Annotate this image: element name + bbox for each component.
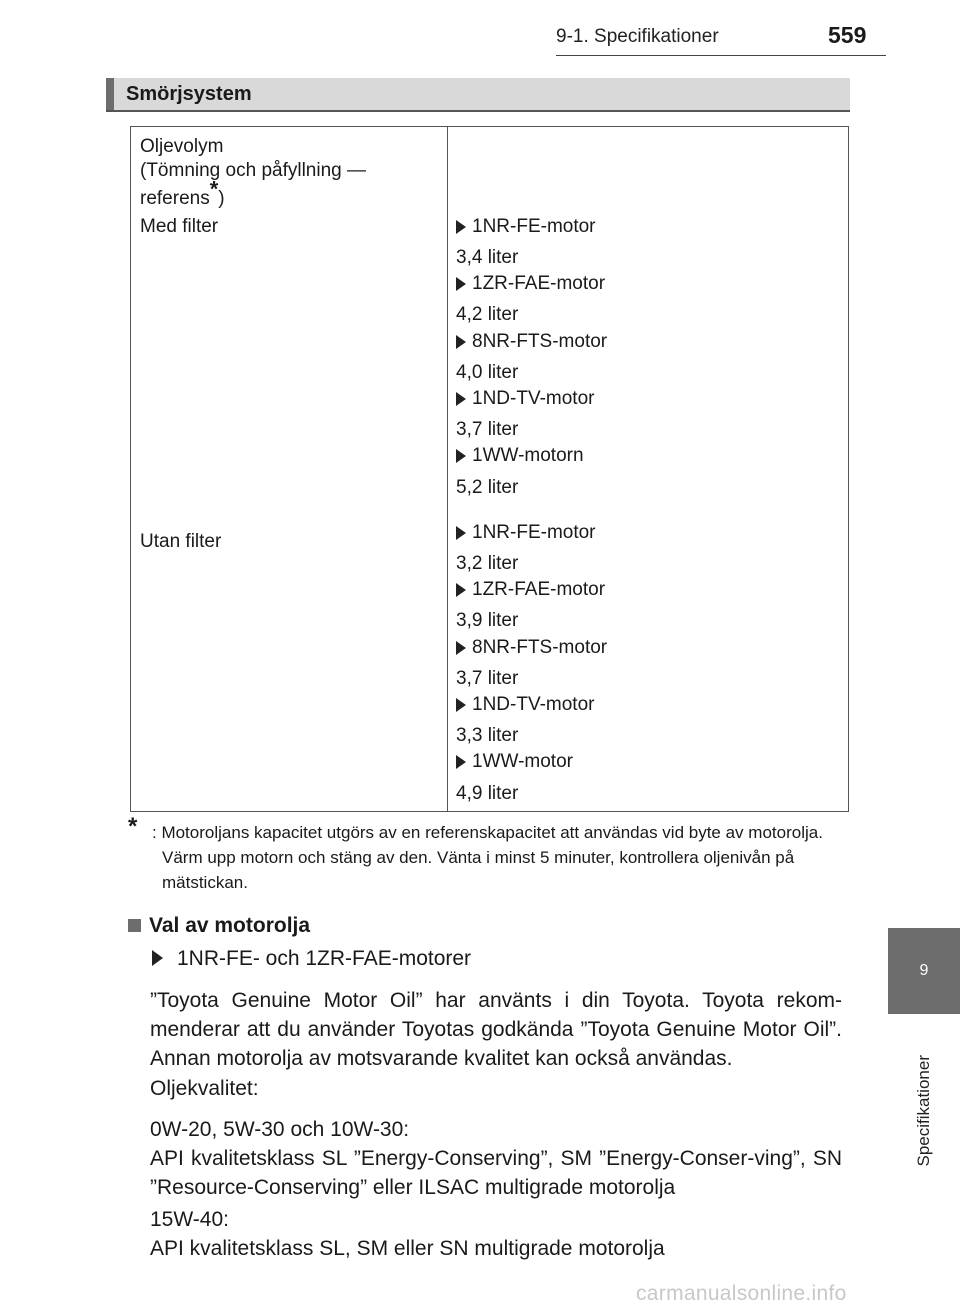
engine-without-1: 1NR-FE-motor xyxy=(472,522,596,543)
grade2-label: 15W-40: xyxy=(150,1208,229,1231)
bullet-triangle-icon xyxy=(456,392,466,406)
bullet-triangle-icon xyxy=(456,641,466,655)
bullet-triangle-icon xyxy=(456,220,466,234)
engine-with-3: 8NR-FTS-motor xyxy=(472,331,608,352)
volume-without-5: 4,9 liter xyxy=(456,783,519,804)
section-accent xyxy=(106,78,114,110)
chapter-title: Specifikationer xyxy=(914,1055,933,1167)
subsection-title: Val av motorolja xyxy=(149,914,311,937)
bullet-triangle-icon xyxy=(456,335,466,349)
footnote xyxy=(128,813,850,895)
bullet-triangle-icon xyxy=(456,526,466,540)
subsection-heading xyxy=(128,914,310,938)
bullet-triangle-icon xyxy=(456,698,466,712)
bullet-triangle-icon xyxy=(456,755,466,769)
oil-paragraph: ”Toyota Genuine Motor Oil” har använts i din Toyota. Toyota rekom-menderar att du använder Toyotas godkända ”Toyota Genuine Motor Oil”. Annan motorolja av motsvarande kvalitet kan också användas. xyxy=(150,989,842,1070)
label-oil-volume: Oljevolym xyxy=(140,136,224,157)
volume-with-3: 4,0 liter xyxy=(456,362,519,383)
volume-without-4: 3,3 liter xyxy=(456,725,519,746)
footnote-marker: * xyxy=(128,813,138,840)
engine-with-2: 1ZR-FAE-motor xyxy=(472,273,606,294)
volume-without-2: 3,9 liter xyxy=(456,610,519,631)
chapter-number: 9 xyxy=(919,962,929,979)
grade1-text: API kvalitetsklass SL ”Energy-Conserving”, SM ”Energy-Conser-ving”, SN ”Resource-Conserving” eller ILSAC multigrade motorolja xyxy=(150,1147,842,1199)
engine-without-2: 1ZR-FAE-motor xyxy=(472,579,606,600)
volume-with-5: 5,2 liter xyxy=(456,477,519,498)
chapter-tab-label xyxy=(888,1016,960,1206)
oil-volume-table xyxy=(130,126,849,812)
label-without-filter: Utan filter xyxy=(140,531,222,552)
label-drain-refill: (Tömning och påfyllning — xyxy=(140,160,366,181)
section-title: Smörjsystem xyxy=(126,83,252,105)
running-header: 9-1. Specifikationer xyxy=(556,26,719,47)
oil-quality-label: Oljekvalitet: xyxy=(150,1077,259,1100)
bullet-triangle-icon xyxy=(456,277,466,291)
engine-without-4: 1ND-TV-motor xyxy=(472,694,595,715)
engine-with-1: 1NR-FE-motor xyxy=(472,216,596,237)
volume-without-3: 3,7 liter xyxy=(456,668,519,689)
label-with-filter: Med filter xyxy=(140,216,219,237)
grade1-label: 0W-20, 5W-30 och 10W-30: xyxy=(150,1118,410,1141)
label-reference: referens*) xyxy=(140,176,225,209)
bullet-triangle-icon xyxy=(456,583,466,597)
engine-with-4: 1ND-TV-motor xyxy=(472,388,595,409)
page-number: 559 xyxy=(828,22,867,48)
square-bullet-icon xyxy=(128,919,141,932)
watermark: carmanualsonline.info xyxy=(636,1282,847,1305)
volume-with-2: 4,2 liter xyxy=(456,304,519,325)
volume-with-1: 3,4 liter xyxy=(456,247,519,268)
header-rule xyxy=(556,55,886,56)
column-divider xyxy=(447,127,448,811)
footnote-text: : Motoroljans kapacitet utgörs av en referenskapacitet att användas vid byte av motorolja. Värm upp motorn och stäng av den. Vänta i minst 5 minuter, kontrollera oljenivån på mätstickan. xyxy=(152,823,823,892)
engine-bullet-text: 1NR-FE- och 1ZR-FAE-motorer xyxy=(177,947,472,970)
engine-without-3: 8NR-FTS-motor xyxy=(472,637,608,658)
volume-without-1: 3,2 liter xyxy=(456,553,519,574)
reference-star: * xyxy=(209,176,219,202)
engine-with-5: 1WW-motorn xyxy=(472,445,584,466)
volume-with-4: 3,7 liter xyxy=(456,419,519,440)
engine-without-5: 1WW-motor xyxy=(472,751,573,772)
chapter-tab xyxy=(888,928,960,1014)
section-heading-bar xyxy=(106,78,850,112)
grade2-text: API kvalitetsklass SL, SM eller SN multigrade motorolja xyxy=(150,1237,665,1260)
engine-bullet xyxy=(152,947,471,971)
bullet-triangle-icon xyxy=(456,449,466,463)
bullet-triangle-icon xyxy=(152,950,163,966)
